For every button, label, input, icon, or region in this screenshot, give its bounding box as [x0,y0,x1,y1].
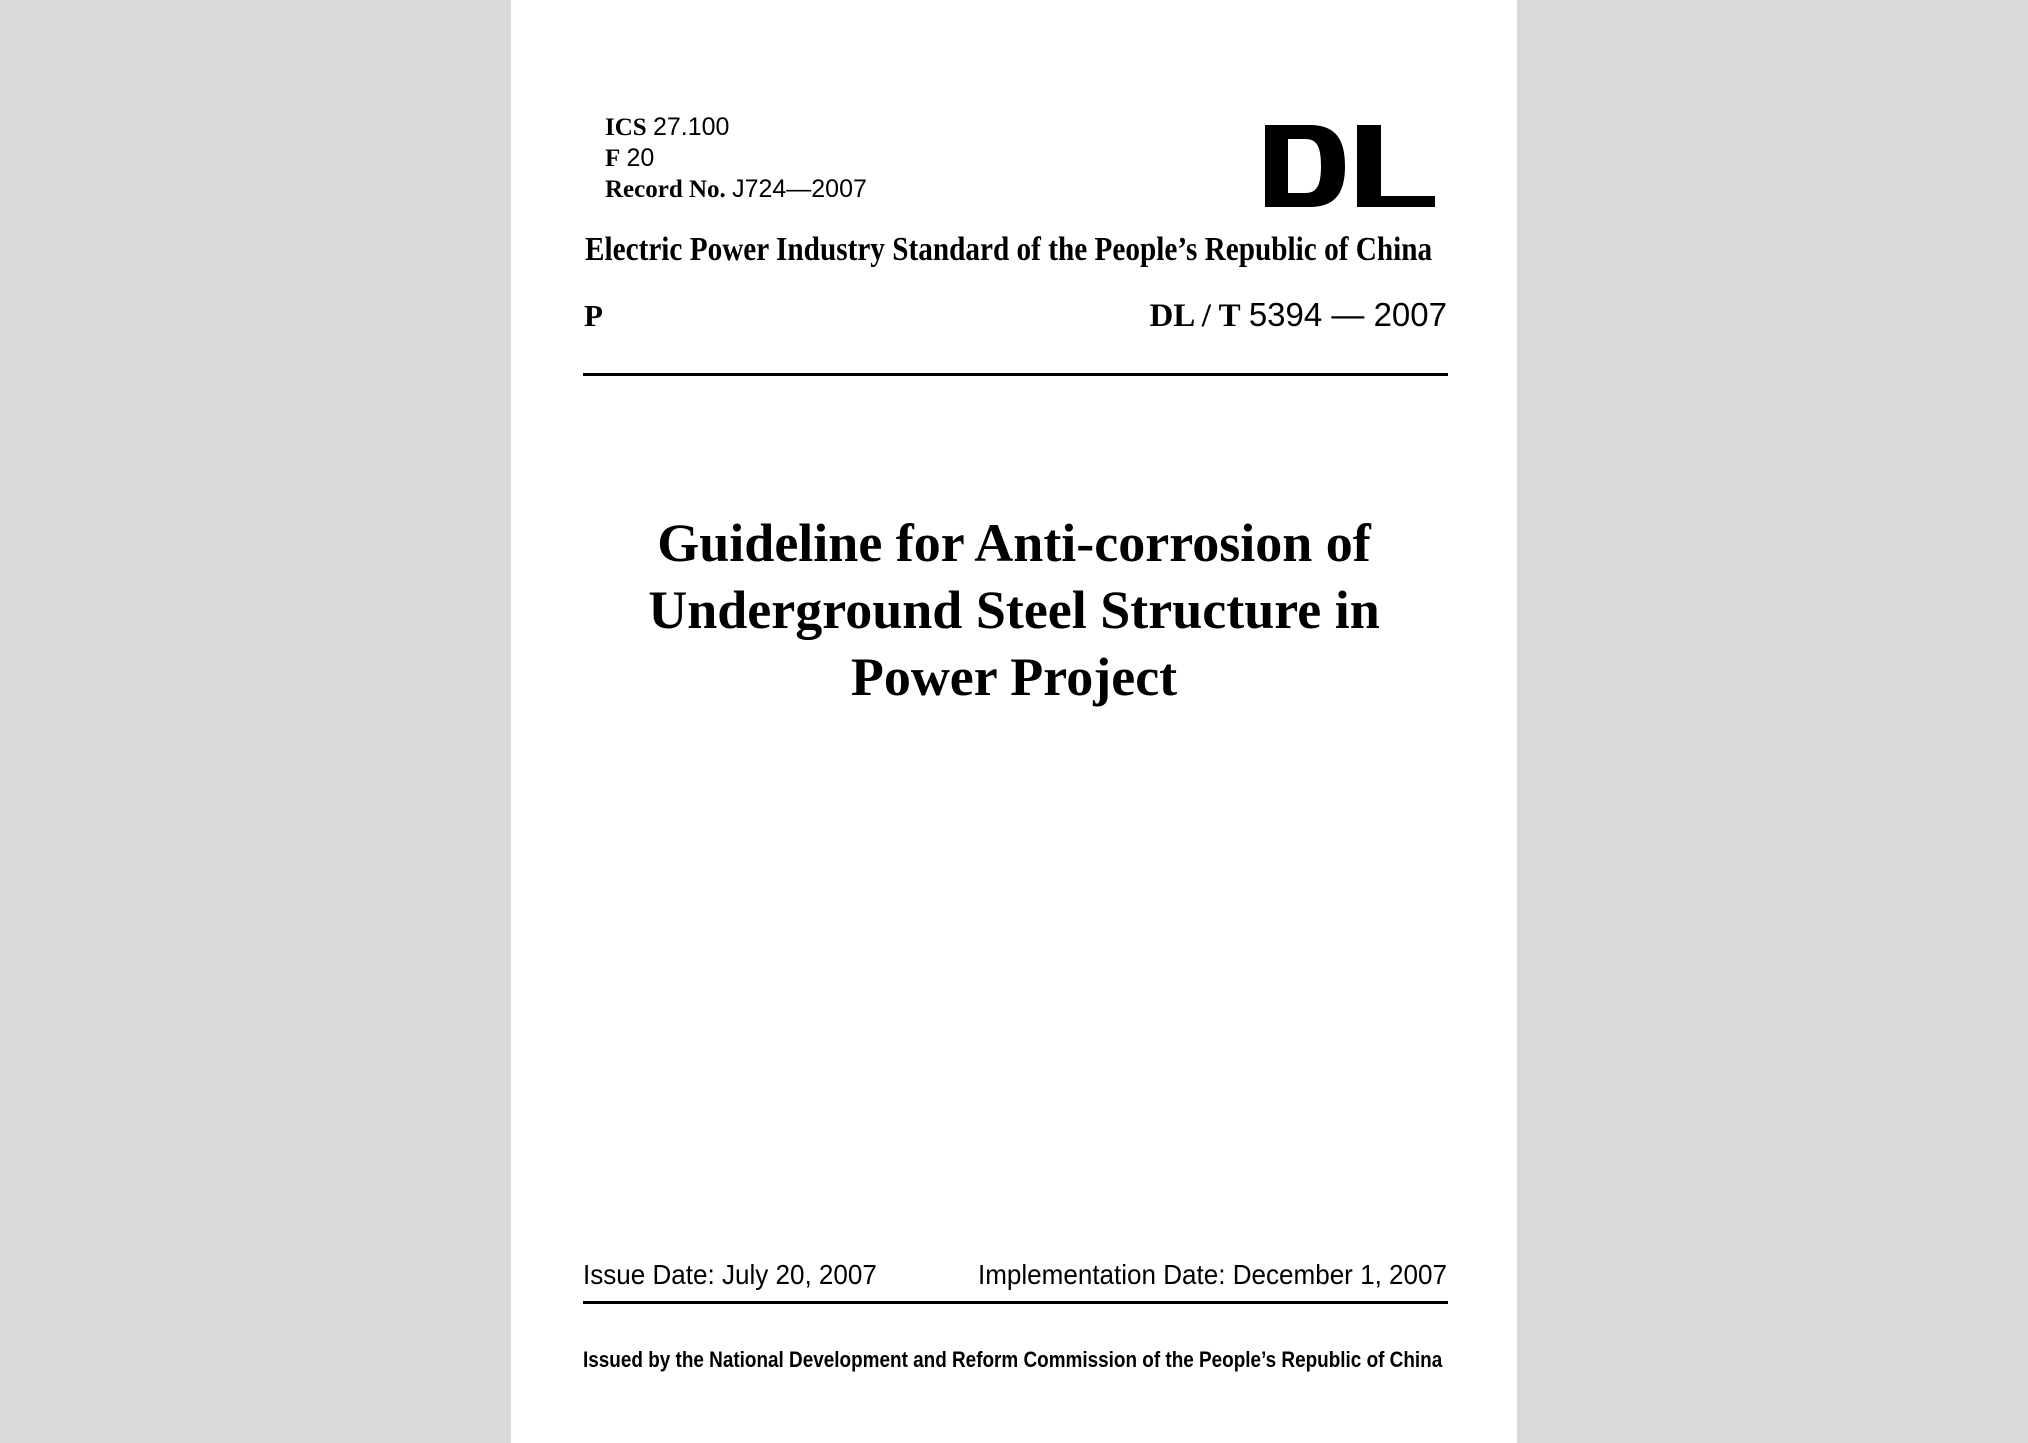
ics-block [605,112,867,205]
ics-label: ICS [605,114,647,141]
title-line-3: Power Project [850,647,1178,707]
dl-logo [1265,125,1435,207]
classification-letter: P [584,298,603,333]
standard-code-prefix: DL / T [1149,298,1241,334]
issue-date: Issue Date: July 20, 2007 [583,1259,877,1290]
class-line [605,143,867,174]
dates-row [583,1259,1447,1299]
class-label: F [605,145,621,172]
document-page [511,0,1517,1443]
record-label: Record No. [605,176,726,203]
standard-code-number: 5394 — 2007 [1248,296,1447,333]
record-value: J724—2007 [732,175,867,203]
standard-name: Electric Power Industry Standard of the People’s Republic of China [585,231,1433,268]
document-title [551,510,1477,711]
title-line-2: Underground Steel Structure in [648,580,1380,640]
ics-value: 27.100 [652,113,730,141]
standard-code [1149,296,1447,335]
issuer-line: Issued by the National Development and Reform Commission of the People’s Republic of China [583,1347,1443,1372]
record-line [605,174,867,205]
implementation-date: Implementation Date: December 1, 2007 [977,1259,1447,1290]
title-line-1: Guideline for Anti-corrosion of [657,513,1371,573]
bottom-divider [583,1301,1448,1304]
ics-line [605,112,867,143]
class-value: 20 [626,144,655,172]
top-divider [583,373,1448,376]
